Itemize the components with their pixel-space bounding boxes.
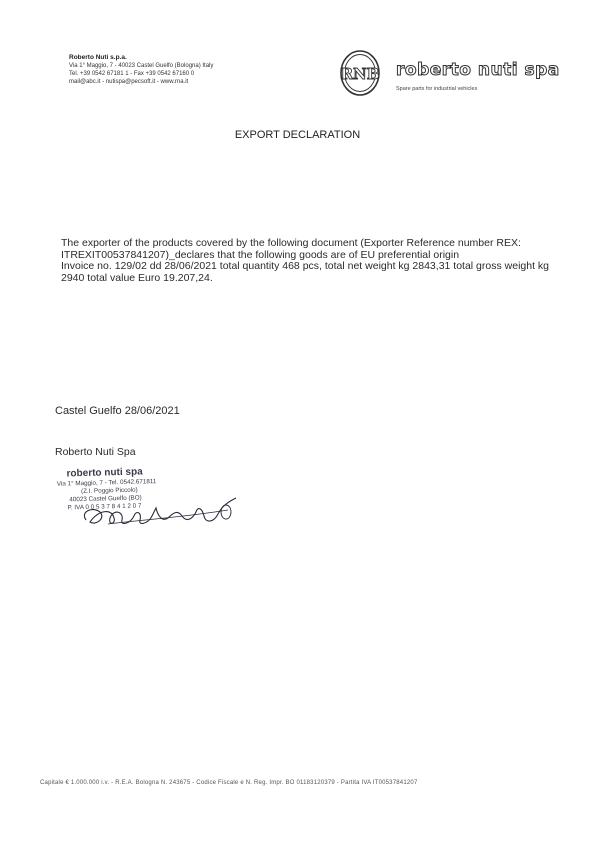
- page-footer: Capitale € 1.000.000 i.v. - R.E.A. Bologna N. 243675 - Codice Fiscale e N. Reg. Impr. BO 01183120379 - Partita IVA IT00537841207: [40, 780, 418, 786]
- stamp-line-city: 40023 Castel Guelfo (BO): [69, 494, 142, 504]
- logo-monogram-text: RNB: [340, 65, 380, 83]
- declaration-text: The exporter of the products covered by the following document (Exporter Reference number REX: ITREXIT00537841207)_declares that the following goods are of EU preferential origin: [61, 237, 521, 261]
- invoice-details: Invoice no. 129/02 dd 28/06/2021 total quantity 468 pcs, total net weight kg 2843,31 total gross weight kg 2940 total value Euro 19.207,24.: [61, 260, 550, 284]
- sender-phone: Tel. +39 0542 67181 1 - Fax +39 0542 67160 0: [69, 71, 195, 77]
- declaration-body: [61, 238, 561, 284]
- sender-address: Via 1° Maggio, 7 - 40023 Castel Guelfo (Bologna) Italy: [69, 63, 214, 69]
- stamp-line-vat: P. IVA 0 0 5 3 7 8 4 1 2 0 7: [67, 502, 142, 512]
- place-date: Castel Guelfo 28/06/2021: [55, 405, 180, 417]
- stamp-line-zone: (Z.I. Poggio Piccolo): [80, 486, 138, 496]
- stamp-company: roberto nuti spa: [66, 466, 143, 480]
- sender-block: [69, 54, 284, 86]
- company-logo: [339, 48, 569, 100]
- logo-tagline: Spare parts for industrial vehicles: [396, 86, 478, 92]
- stamp-line-address: Via 1° Maggio, 7 - Tel. 0542.671811: [56, 478, 157, 488]
- sender-company: Roberto Nuti s.p.a.: [69, 54, 127, 61]
- signatory-name: Roberto Nuti Spa: [55, 446, 136, 458]
- logo-monogram-icon: [339, 48, 393, 100]
- handwritten-signature-icon: [78, 490, 248, 535]
- page-title: EXPORT DECLARATION: [234, 129, 361, 141]
- logo-name: roberto nuti spa: [396, 60, 560, 80]
- sender-email: mail@abc.it - nutispa@pecsoft.it - www.rna.it: [69, 79, 189, 85]
